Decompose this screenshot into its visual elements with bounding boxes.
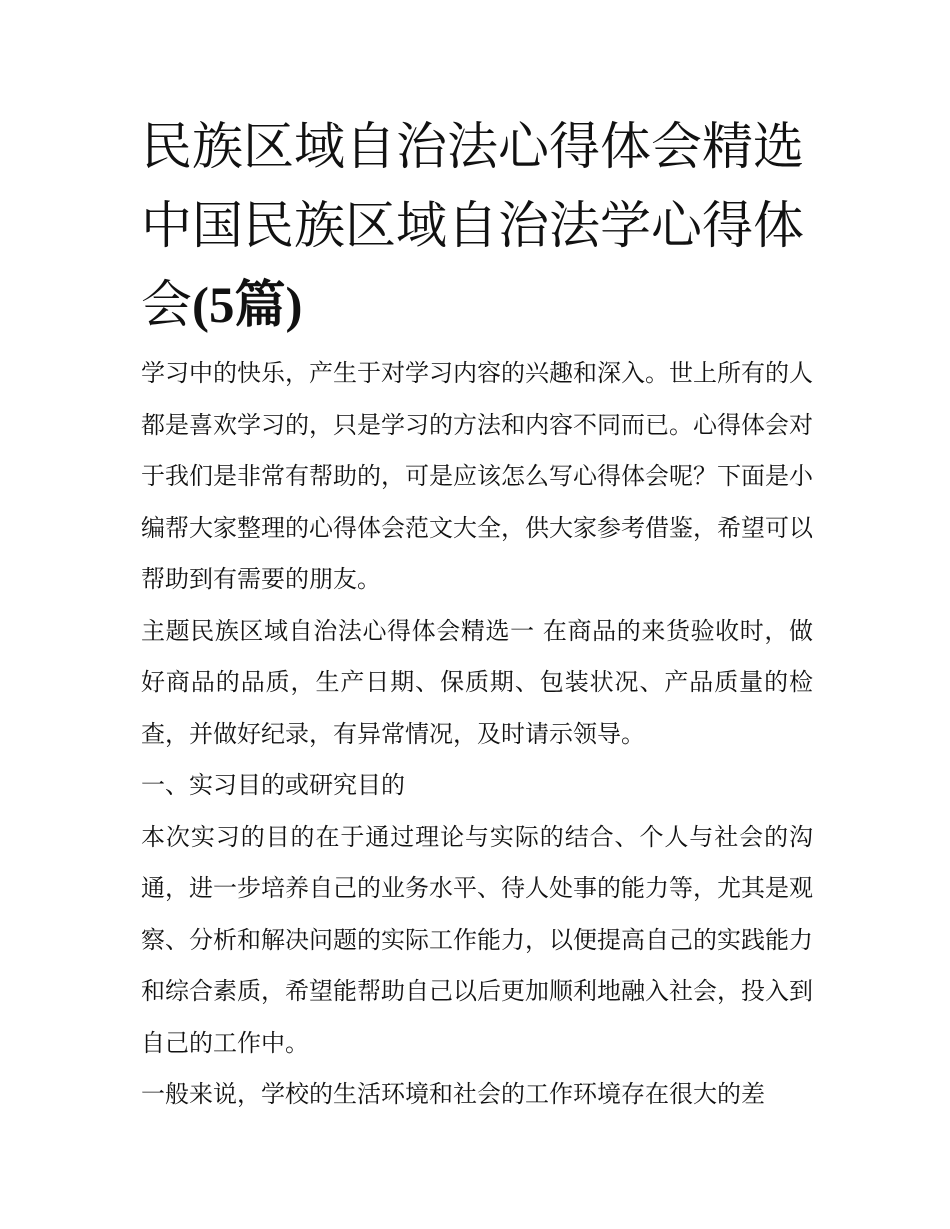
paragraph-environment: 一般来说，学校的生活环境和社会的工作环境存在很大的差 — [141, 1080, 765, 1108]
title-suffix: (5篇) — [192, 278, 303, 334]
paragraph-purpose: 本次实习的目的在于通过理论与实际的结合、个人与社会的沟通，进一步培养自己的业务水平、待人处事的能力等，尤其是观察、分析和解决问题的实际工作能力，以便提高自己的实践能力和综合素质，希望能帮助自己以后更加顺利地融入社会，投入到自己的工作中。 — [141, 822, 813, 1057]
title-main: 民族区域自治法心得体会精选中国民族区域自治法学心得体会 — [141, 118, 805, 335]
paragraph-section-one: 主题民族区域自治法心得体会精选一 在商品的来货验收时，做好商品的品质，生产日期、保质期、包装状况、产品质量的检查，并做好纪录，有异常情况，及时请示领导。 — [141, 616, 813, 748]
document-page — [141, 108, 813, 1121]
paragraph-heading-purpose: 一、实习目的或研究目的 — [141, 771, 405, 799]
document-title — [141, 108, 813, 346]
paragraph-intro: 学习中的快乐，产生于对学习内容的兴趣和深入。世上所有的人都是喜欢学习的，只是学习的方法和内容不同而已。心得体会对于我们是非常有帮助的，可是应该怎么写心得体会呢？下面是小编帮大家整理的心得体会范文大全，供大家参考借鉴，希望可以帮助到有需要的朋友。 — [141, 359, 813, 593]
